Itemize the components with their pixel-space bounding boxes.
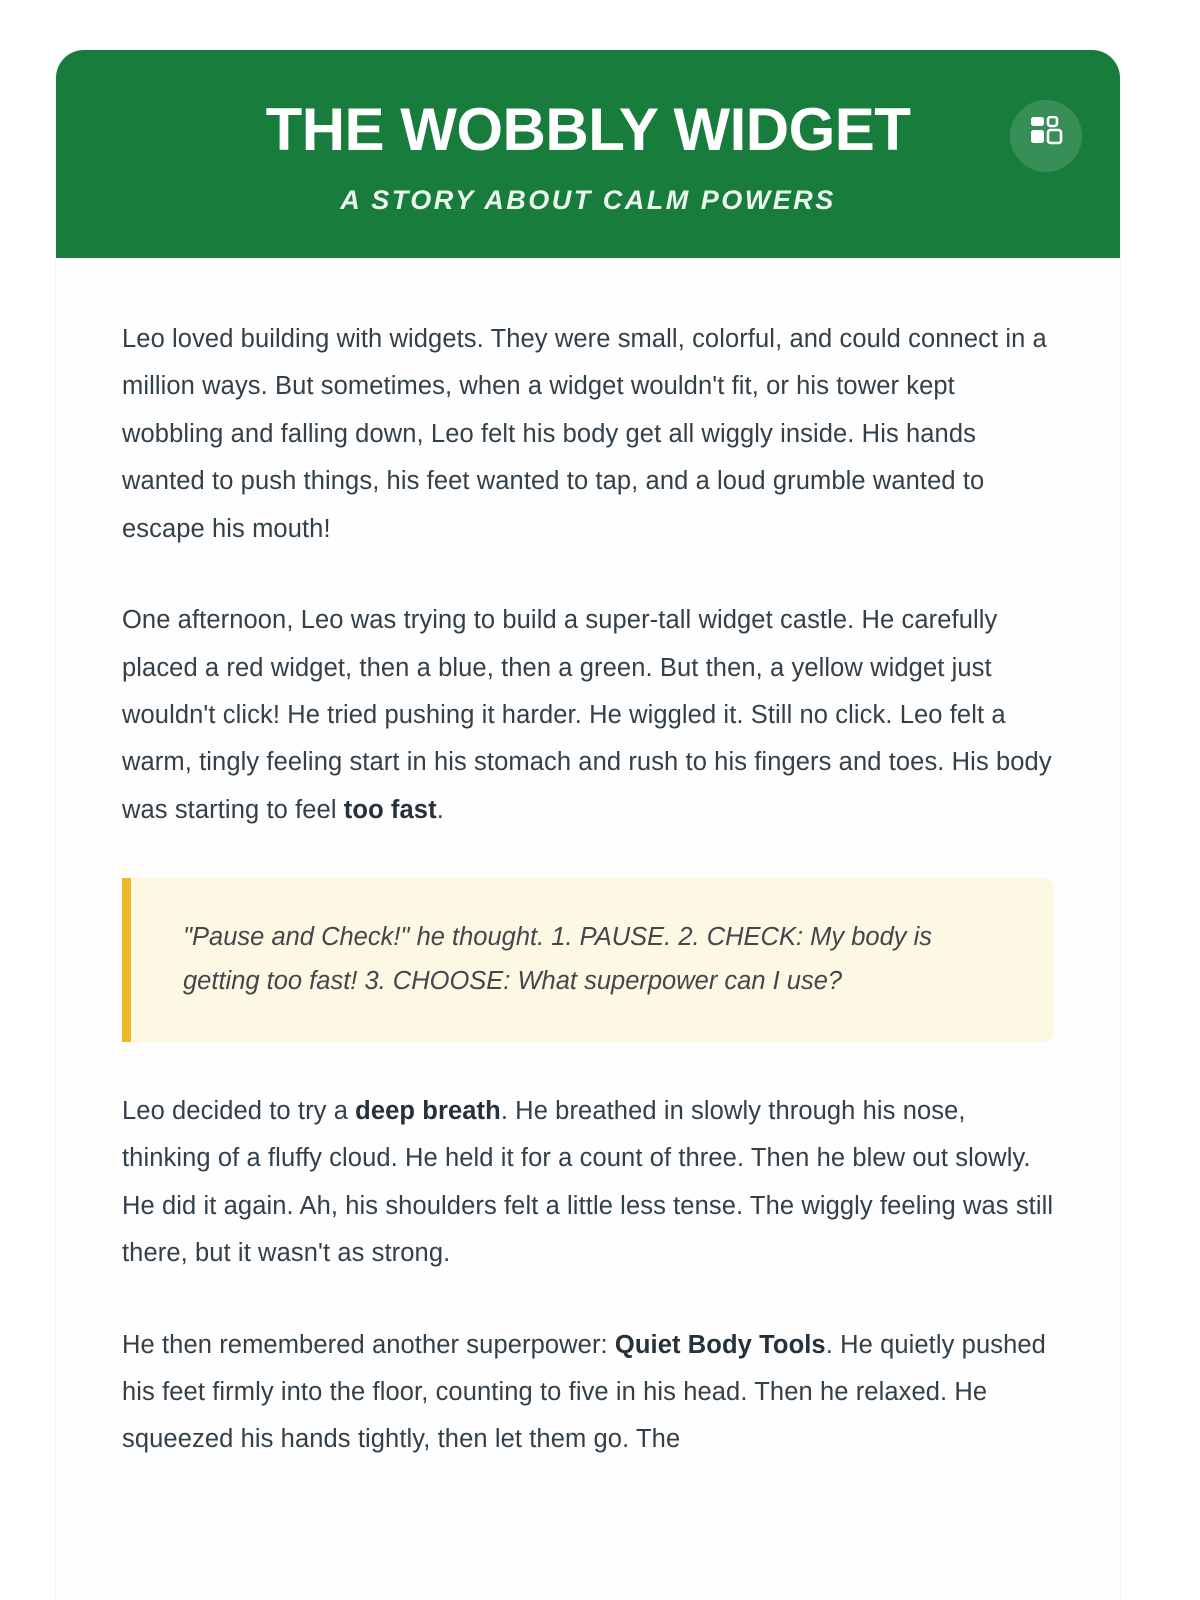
story-header (56, 50, 1120, 258)
paragraph-2: One afternoon, Leo was trying to build a super-tall widget castle. He carefully placed a red widget, then a blue, then a green. But then, a yellow widget just wouldn't click! He tried pushing it harder. He wiggled it. Still no click. Leo felt a warm, tingly feeling start in his stomach and rush to his fingers and toes. His body was starting to feel too fast. (122, 606, 1052, 824)
story-body (56, 258, 1120, 1548)
story-card (56, 50, 1120, 1600)
page-title: THE WOBBLY WIDGET (265, 96, 911, 163)
callout-text: "Pause and Check!" he thought. 1. PAUSE. 2. CHECK: My body is getting too fast! 3. CHOOSE: What superpower can I use? (183, 923, 933, 996)
paragraph-4: He then remembered another superpower: Quiet Body Tools. He quietly pushed his feet firmly into the floor, counting to five in his head. Then he relaxed. He squeezed his hands tightly, then let them go. The (122, 1330, 1046, 1454)
page-subtitle: A STORY ABOUT CALM POWERS (340, 185, 836, 215)
callout-box (122, 878, 1054, 1042)
widget-blocks-icon (1010, 100, 1082, 172)
paragraph-3: Leo decided to try a deep breath. He breathed in slowly through his nose, thinking of a fluffy cloud. He held it for a count of three. Then he blew out slowly. He did it again. Ah, his shoulders felt a little less tense. The wiggly feeling was still there, but it wasn't as strong. (122, 1096, 1054, 1268)
paragraph-1: Leo loved building with widgets. They were small, colorful, and could connect in a million ways. But sometimes, when a widget wouldn't fit, or his tower kept wobbling and falling down, Leo felt his body get all wiggly inside. His hands wanted to push things, his feet wanted to tap, and a loud grumble wanted to escape his mouth! (122, 325, 1047, 543)
